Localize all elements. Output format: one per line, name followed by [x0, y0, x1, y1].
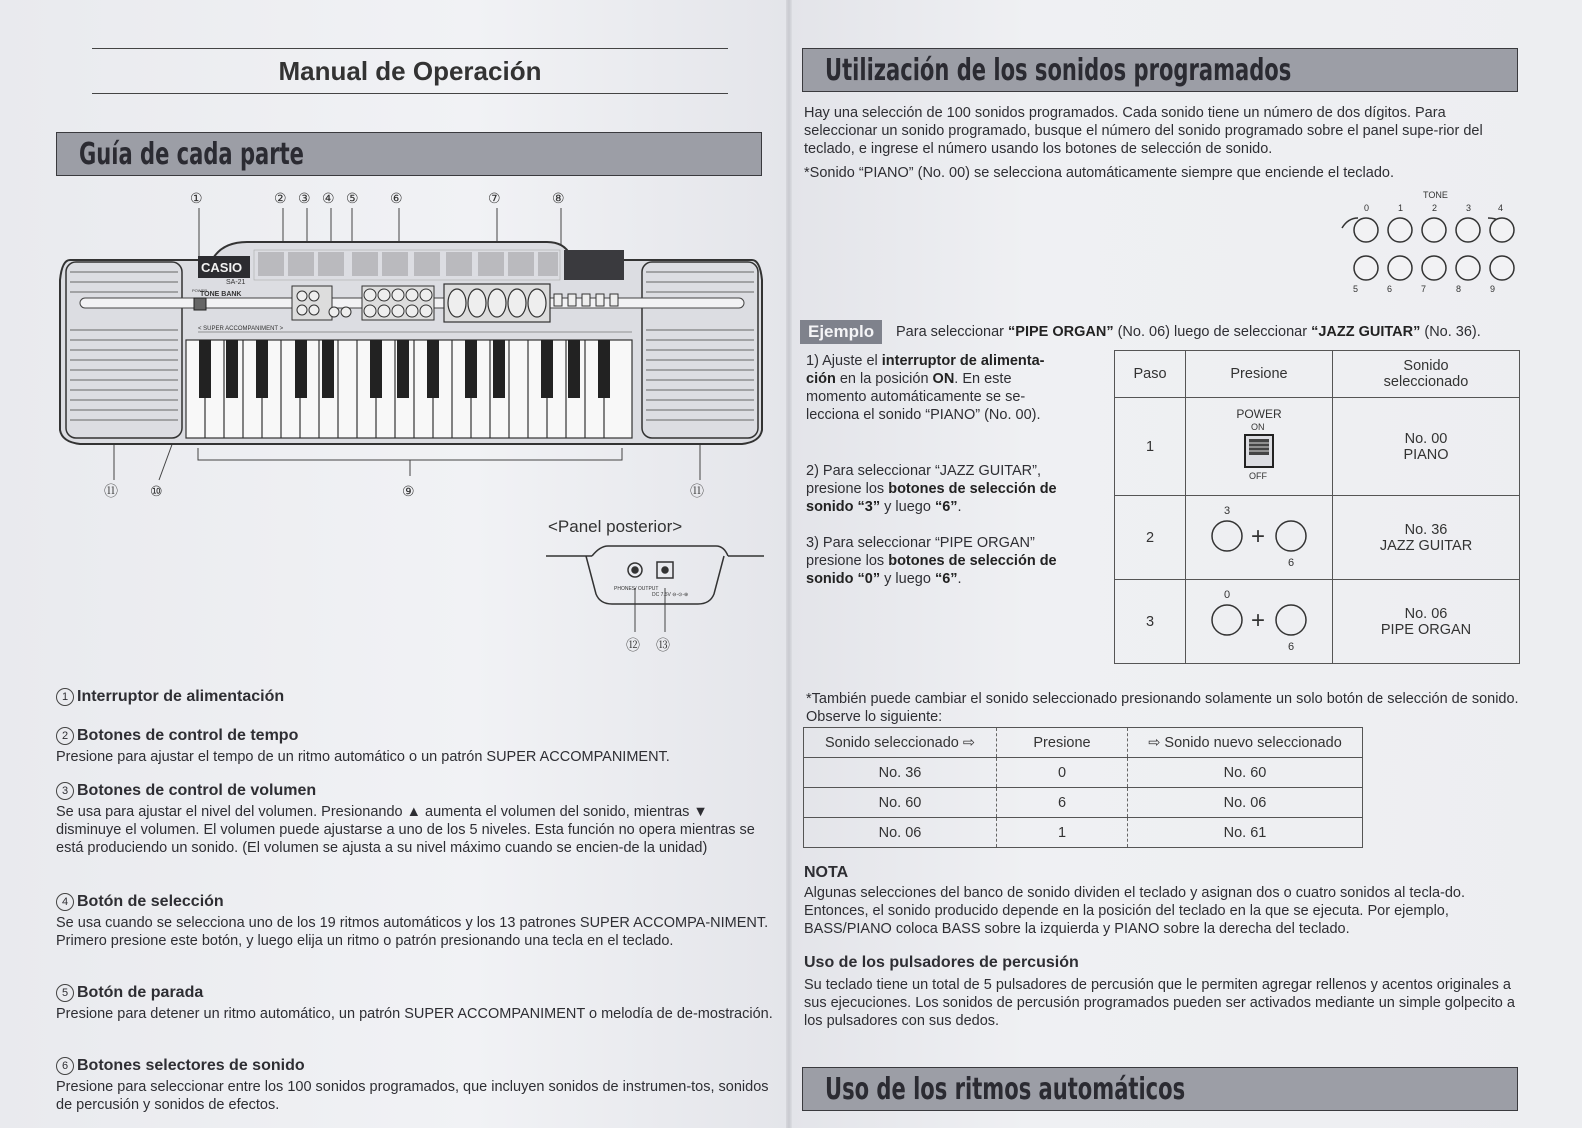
- swap-row: No. 60 6 No. 06: [804, 788, 1363, 818]
- swap-table: [803, 727, 1363, 848]
- tone-buttons: [362, 286, 434, 320]
- also-note: *También puede cambiar el sonido seleccionado presionando solamente un solo botón de selección de sonido. Observe lo siguiente:: [806, 691, 1519, 725]
- section-title-guia: Guía de cada parte: [79, 137, 304, 172]
- part-title-3: Botones de control de volumen: [77, 782, 317, 799]
- part-number-4: 4: [56, 893, 74, 911]
- swap-header-row: [804, 728, 1363, 758]
- piano-note: *Sonido “PIANO” (No. 00) se selecciona automáticamente siempre que enciende el teclado.: [804, 165, 1394, 181]
- manual-title: Manual de Operación: [92, 48, 728, 94]
- black-keys: [199, 340, 610, 398]
- tonebank-logo: TONE BANK: [200, 291, 242, 298]
- part-number-2: 2: [56, 727, 74, 745]
- steps-row-2: [1115, 496, 1520, 580]
- part-text-2: Presione para ajustar el tempo de un ritmo automático o un patrón SUPER ACCOMPANIMENT.: [56, 749, 670, 765]
- swap-header-2: Presione: [997, 728, 1128, 758]
- tone-buttons-3-6: [1186, 496, 1333, 580]
- svg-text:6: 6: [1288, 640, 1295, 653]
- tone-digit-9: 9: [1490, 284, 1496, 294]
- super-accomp-label: < SUPER ACCOMPANIMENT >: [198, 326, 284, 332]
- dc-label: DC 7.5V ⊖-⊙-⊕: [652, 592, 689, 598]
- step-number: 2: [1115, 496, 1186, 580]
- step-number: 3: [1115, 580, 1186, 664]
- tone-digit-2: 2: [1432, 203, 1438, 213]
- step-3-result: No. 06 PIPE ORGAN: [1333, 580, 1520, 664]
- steps-header-paso: Paso: [1115, 351, 1186, 398]
- svg-text:6: 6: [1288, 556, 1295, 569]
- part-title-2: Botones de control de tempo: [77, 727, 299, 744]
- power-switch-illustration: POWER ON OFF: [1186, 398, 1333, 496]
- callout-12: ⑫: [626, 637, 640, 653]
- callout-2: ②: [274, 190, 287, 206]
- svg-text:ON: ON: [1251, 421, 1265, 432]
- tone-digit-5: 5: [1353, 284, 1359, 294]
- part-number-6: 6: [56, 1057, 74, 1075]
- part-6: [56, 1057, 776, 1114]
- button-combo-icon: [1199, 586, 1319, 654]
- part-title-1: Interruptor de alimentación: [77, 688, 285, 705]
- part-text-5: Presione para detener un ritmo automático, un patrón SUPER ACCOMPANIMENT o melodía de de-mostración.: [56, 1006, 773, 1022]
- callout-9: ⑨: [402, 483, 415, 499]
- part-5: [56, 984, 776, 1023]
- tone-digit-4: 4: [1498, 203, 1504, 213]
- step-number: 1: [1115, 398, 1186, 496]
- step-1-text: 1) Ajuste el interruptor de alimenta-ción en la posición ON. En este momento automáticamente se se-lecciona el sonido “PIANO” (No. 00).: [806, 353, 1045, 423]
- steps-row-1: [1115, 398, 1520, 496]
- part-title-6: Botones selectores de sonido: [77, 1057, 305, 1074]
- brand-logo: CASIO: [201, 260, 243, 275]
- page-fold: [786, 0, 792, 1128]
- part-2: [56, 727, 776, 766]
- swap-header-3: ⇨ Sonido nuevo seleccionado: [1128, 728, 1363, 758]
- svg-text:3: 3: [1224, 504, 1231, 517]
- part-3: [56, 782, 776, 857]
- part-title-5: Botón de parada: [77, 984, 204, 1001]
- rear-panel-label: <Panel posterior>: [548, 517, 683, 536]
- callout-13: ⑬: [656, 637, 670, 653]
- part-title-4: Botón de selección: [77, 893, 224, 910]
- part-text-3: Se usa para ajustar el nivel del volumen. Presionando ▲ aumenta el volumen del sonido, mientras ▼ disminuye el volumen. El volumen puede ajustarse a uno de los 5 niveles. Esta función no opera mientras se está produciendo un sonido. (El volumen se ajusta a su nivel máximo cuando se encien-de la unidad): [56, 804, 755, 856]
- steps-header-sonido: Sonido seleccionado: [1333, 351, 1520, 398]
- callout-3: ③: [298, 190, 311, 206]
- tone-digit-3: 3: [1466, 203, 1472, 213]
- tone-digit-7: 7: [1421, 284, 1427, 294]
- callout-5: ⑤: [346, 190, 359, 206]
- step-3-text: 3) Para seleccionar “PIPE ORGAN” presione los botones de selección de sonido “0” y luego “6”.: [806, 535, 1057, 587]
- callout-11a: ⑪: [104, 483, 118, 499]
- step-1-result: No. 00 PIANO: [1333, 398, 1520, 496]
- callout-6: ⑥: [390, 190, 403, 206]
- model-label: SA-21: [226, 279, 246, 286]
- step-2-result: No. 36 JAZZ GUITAR: [1333, 496, 1520, 580]
- callout-4: ④: [322, 190, 335, 206]
- part-4: [56, 893, 776, 950]
- ejemplo-text: Para seleccionar “PIPE ORGAN” (No. 06) luego de seleccionar “JAZZ GUITAR” (No. 36).: [896, 324, 1481, 340]
- part-number-1: 1: [56, 688, 74, 706]
- section-bar-utilizacion: [802, 48, 1518, 92]
- callout-1: ①: [190, 190, 203, 206]
- svg-text:+: +: [1251, 522, 1266, 550]
- ejemplo-badge: Ejemplo: [800, 320, 882, 344]
- callout-8: ⑧: [552, 190, 565, 206]
- section-bar-ritmos: [802, 1067, 1518, 1111]
- button-combo-icon: [1199, 502, 1319, 570]
- steps-table: [1114, 350, 1520, 664]
- part-1: [56, 688, 776, 709]
- section-bar-guia: [56, 132, 762, 176]
- steps-header-presione: Presione: [1186, 351, 1333, 398]
- tone-buttons-diagram: [1338, 188, 1520, 296]
- callout-11b: ⑪: [690, 483, 704, 499]
- intro-paragraph: Hay una selección de 100 sonidos programados. Cada sonido tiene un número de dos dígitos. Para seleccionar un sonido programado, busque el número del sonido programado sobre el panel supe-rior del teclado, e ingrese el número usando los botones de selección de sonido.: [804, 105, 1483, 157]
- part-text-4: Se usa cuando se selecciona uno de los 19 ritmos automáticos y los 13 patrones SUPER ACCOMPA-NIMENT. Primero presione este botón, y luego elija un ritmo o patrón presionando una tecla en el teclado.: [56, 915, 769, 949]
- tone-digit-0: 0: [1364, 203, 1370, 213]
- part-number-5: 5: [56, 984, 74, 1002]
- svg-text:+: +: [1251, 606, 1266, 634]
- power-label: POWER: [192, 288, 208, 293]
- swap-header-1: Sonido seleccionado ⇨: [804, 728, 997, 758]
- swap-row: No. 06 1 No. 61: [804, 818, 1363, 848]
- tone-digit-1: 1: [1398, 203, 1404, 213]
- part-number-3: 3: [56, 782, 74, 800]
- callout-7: ⑦: [488, 190, 501, 206]
- power-switch: [194, 298, 206, 310]
- callout-10: ⑩: [150, 483, 163, 499]
- percusion-title: Uso de los pulsadores de percusión: [804, 954, 1079, 971]
- tone-title: TONE: [1423, 190, 1448, 200]
- tone-buttons-0-6: [1186, 580, 1333, 664]
- phones-output-label: PHONES/ OUTPUT: [614, 586, 659, 592]
- tone-digit-6: 6: [1387, 284, 1393, 294]
- part-text-6: Presione para seleccionar entre los 100 sonidos programados, que incluyen sonidos de instrumen-tos, sonidos de percusión y sonidos de efectos.: [56, 1079, 769, 1113]
- section-title-utilizacion: Utilización de los sonidos programados: [825, 53, 1292, 88]
- keyboard-diagram: [52, 180, 770, 660]
- power-switch-icon: [1229, 421, 1289, 483]
- percusion-text: Su teclado tiene un total de 5 pulsadores de percusión que le permiten agregar rellenos y acentos originales a sus ejecuciones. Los sonidos de percusión programados pueden ser activados mediante un simple golpecito a los pulsadores con sus dedos.: [804, 977, 1515, 1029]
- percussion-pads: [444, 284, 550, 322]
- svg-text:0: 0: [1224, 588, 1231, 601]
- section-title-ritmos: Uso de los ritmos automáticos: [825, 1072, 1186, 1107]
- lcd-display: [564, 250, 624, 280]
- tone-digit-8: 8: [1456, 284, 1462, 294]
- svg-text:OFF: OFF: [1249, 470, 1267, 481]
- nota-title: NOTA: [804, 864, 849, 881]
- step-2-text: 2) Para seleccionar “JAZZ GUITAR”, presione los botones de selección de sonido “3” y luego “6”.: [806, 463, 1057, 515]
- nota-text: Algunas selecciones del banco de sonido dividen el teclado y asignan dos o cuatro sonidos al tecla-do. Entonces, el sonido producido depende en la posición del teclado en la que se ejecuta. Por ejemplo, BASS/PIANO coloca BASS sobre la izquierda y PIANO sobre la derecha del teclado.: [804, 885, 1465, 937]
- steps-row-3: [1115, 580, 1520, 664]
- swap-row: No. 36 0 No. 60: [804, 758, 1363, 788]
